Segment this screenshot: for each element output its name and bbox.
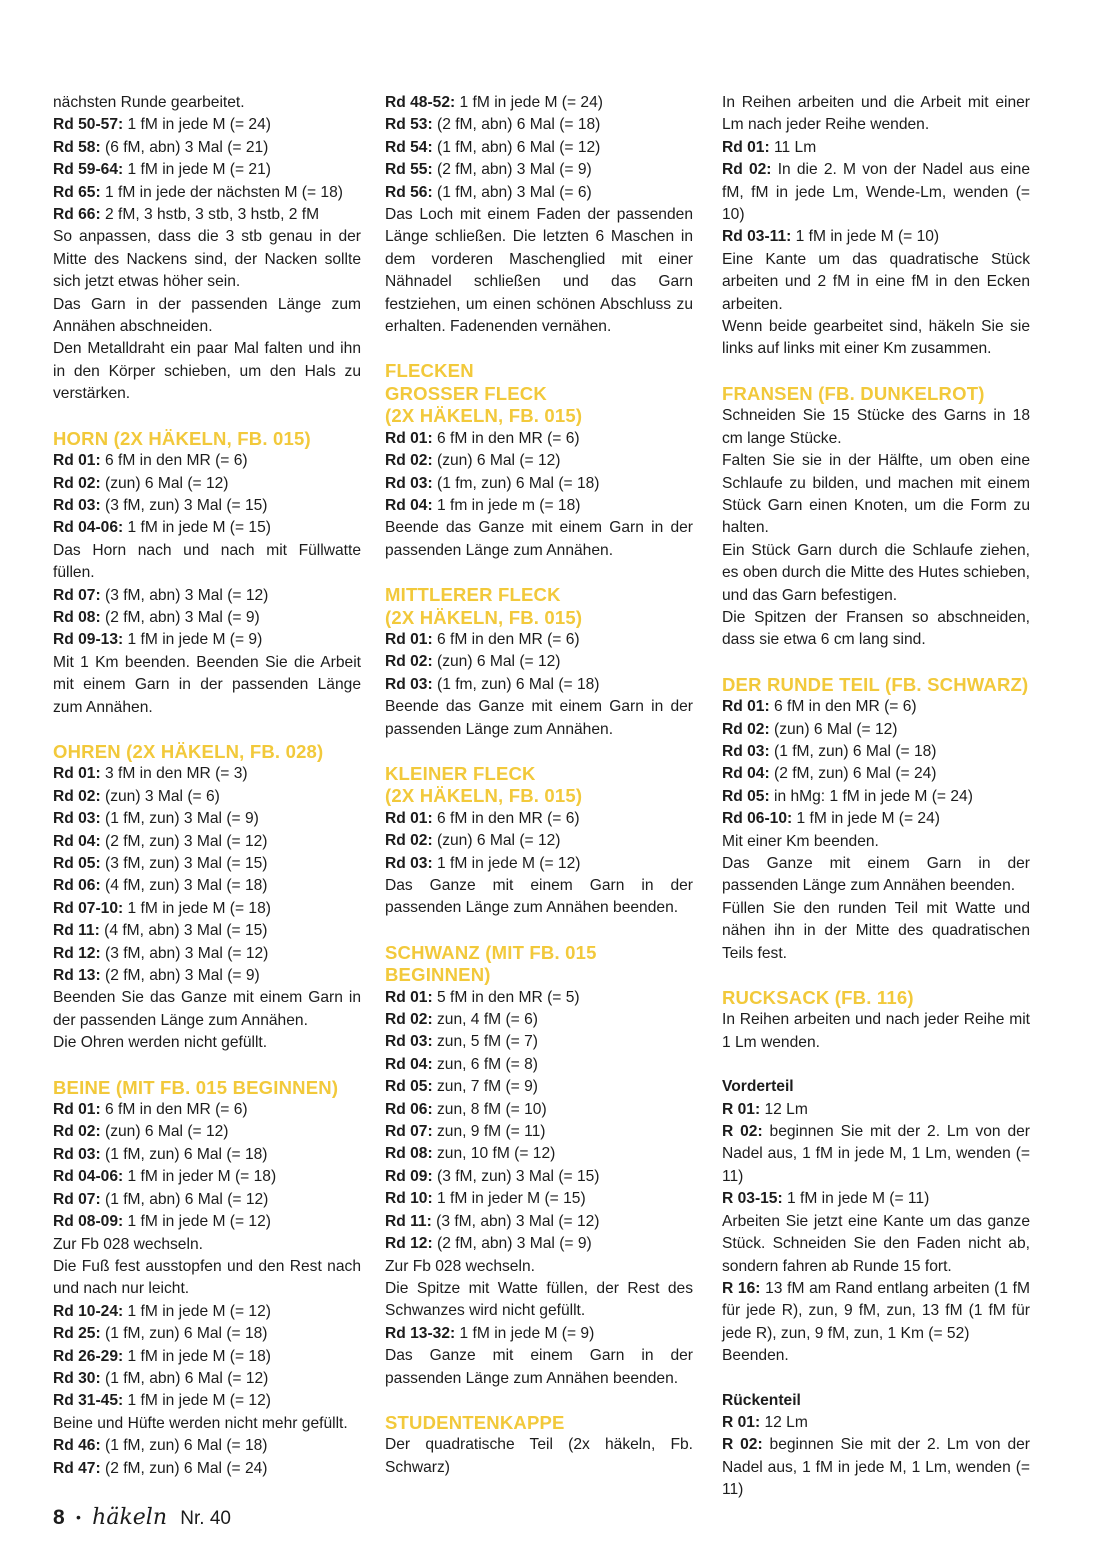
round-row: R 01: 12 Lm [722,1100,808,1118]
round-row: Rd 55: (2 fM, abn) 3 Mal (= 9) [385,161,592,179]
round-row: Rd 06: (4 fM, zun) 3 Mal (= 18) [53,877,268,895]
round-row: R 02: beginnen Sie mit der 2. Lm von der Nadel aus, 1 fM in jede M, 1 Lm, wenden (= 11) [722,1123,1030,1185]
section-subheading: (2X HÄKELN, FB. 015) [385,606,583,628]
paragraph: Die Ohren werden nicht gefüllt. [53,1034,268,1052]
section-subheading: GROSSER FLECK [385,382,547,404]
round-row: Rd 01: 3 fM in den MR (= 3) [53,765,248,783]
section-rucksack [722,987,1030,1502]
round-row: Rd 01: 6 fM in den MR (= 6) [722,698,917,716]
section-schwanz [385,942,693,1390]
section-body-top [722,92,1030,361]
subsection-heading-vorderteil: Vorderteil [722,1078,794,1096]
column-3 [722,92,1030,1502]
paragraph: Wenn beide gearbeitet sind, häkeln Sie sie links auf links mit einer Km zusammen. [722,318,1030,358]
section-ohren [53,741,361,1055]
round-row: Rd 03: 1 fM in jede M (= 12) [385,854,581,872]
round-row: Rd 48-52: 1 fM in jede M (= 24) [385,94,603,111]
round-row: Rd 04: (2 fM, zun) 3 Mal (= 12) [53,832,268,850]
round-row: Rd 02: (zun) 3 Mal (= 6) [53,787,220,805]
section-heading: OHREN (2X HÄKELN, FB. 028) [53,740,324,762]
paragraph: Arbeiten Sie jetzt eine Kante um das ganze Stück. Schneiden Sie den Faden nicht ab, sondern fahren ab Runde 15 fort. [722,1212,1030,1275]
round-row: Rd 01: 6 fM in den MR (= 6) [53,1101,248,1119]
column-2 [385,92,693,1479]
round-row: Rd 54: (1 fM, abn) 6 Mal (= 12) [385,138,601,156]
round-row: Rd 03: zun, 5 fM (= 7) [385,1033,538,1051]
paragraph: Das Horn nach und nach mit Füllwatte füllen. [53,541,361,582]
round-row: Rd 03-11: 1 fM in jede M (= 10) [722,228,940,246]
section-heading: MITTLERER FLECK [385,584,561,606]
round-row: Rd 31-45: 1 fM in jede M (= 12) [53,1392,271,1410]
round-row: Rd 06-10: 1 fM in jede M (= 24) [722,810,940,828]
section-subheading: (2X HÄKELN, FB. 015) [385,785,583,807]
round-row: Rd 05: zun, 7 fM (= 9) [385,1078,538,1096]
round-row: Rd 07: zun, 9 fM (= 11) [385,1123,546,1141]
section-heading: SCHWANZ (MIT FB. 015 [385,941,597,963]
round-row: Rd 03: (1 fm, zun) 6 Mal (= 18) [385,474,600,492]
round-row: Rd 26-29: 1 fM in jede M (= 18) [53,1347,271,1365]
paragraph: Die Spitze mit Watte füllen, der Rest des Schwanzes wird nicht gefüllt. [385,1279,693,1320]
paragraph: Das Garn in der passenden Länge zum Annähen abschneiden. [53,295,361,336]
round-row: Rd 04: (2 fM, zun) 6 Mal (= 24) [722,765,937,783]
round-row: Rd 04: zun, 6 fM (= 8) [385,1055,538,1073]
round-row: Rd 12: (3 fM, abn) 3 Mal (= 12) [53,944,269,962]
round-row: Rd 12: (2 fM, abn) 3 Mal (= 9) [385,1235,592,1253]
round-row: Rd 02: (zun) 6 Mal (= 12) [53,1123,229,1141]
section-heading: RUCKSACK (FB. 116) [722,987,914,1009]
section-beine [53,1077,361,1480]
section-heading: BEINE (MIT FB. 015 BEGINNEN) [53,1076,339,1098]
round-row: Rd 07-10: 1 fM in jede M (= 18) [53,899,271,917]
round-row: Rd 53: (2 fM, abn) 6 Mal (= 18) [385,116,601,134]
paragraph: Beenden Sie das Ganze mit einem Garn in der passenden Länge zum Annähen. [53,989,361,1029]
section-heading: DER RUNDE TEIL (FB. SCHWARZ) [722,673,1029,695]
section-heading: FRANSEN (FB. DUNKELROT) [722,382,985,404]
paragraph: Beenden. [722,1347,789,1365]
section-body-top [385,92,693,338]
round-row: Rd 10: 1 fM in jeder M (= 15) [385,1190,586,1208]
round-row: Rd 02: (zun) 6 Mal (= 12) [53,474,229,492]
round-row: Rd 46: (1 fM, zun) 6 Mal (= 18) [53,1437,268,1455]
paragraph: Der quadratische Teil (2x häkeln, Fb. Schwarz) [385,1436,693,1476]
round-row: Rd 65: 1 fM in jede der nächsten M (= 18) [53,183,343,201]
paragraph: Das Ganze mit einem Garn in der passenden Länge zum Annähen beenden. [385,1347,693,1387]
round-row: Rd 04-06: 1 fM in jede M (= 15) [53,519,271,537]
paragraph: Die Fuß fest ausstopfen und den Rest nach und nach nur leicht. [53,1257,361,1298]
section-heading: KLEINER FLECK [385,762,536,784]
paragraph: Beende das Ganze mit einem Garn in der passenden Länge zum Annähen. [385,698,693,738]
round-row: Rd 02: (zun) 6 Mal (= 12) [385,452,561,470]
round-row: Rd 04-06: 1 fM in jeder M (= 18) [53,1168,277,1186]
paragraph: Die Spitzen der Fransen so abschneiden, dass sie etwa 6 cm lang sind. [722,608,1030,649]
round-row: Rd 06: zun, 8 fM (= 10) [385,1100,547,1118]
round-row: Rd 01: 11 Lm [722,138,817,156]
section-heading: BEGINNEN) [385,964,491,986]
round-row: Rd 08: (2 fM, abn) 3 Mal (= 9) [53,608,260,626]
paragraph: Schneiden Sie 15 Stücke des Garns in 18 cm lange Stücke. [722,407,1030,447]
round-row: R 02: beginnen Sie mit der 2. Lm von der Nadel aus, 1 fM in jede M, 1 Lm, wenden (= 11) [722,1436,1030,1499]
paragraph: Das Ganze mit einem Garn in der passenden Länge zum Annähen beenden. [722,855,1030,895]
round-row: Rd 02: (zun) 6 Mal (= 12) [722,720,898,738]
section-heading: FLECKEN [385,360,474,382]
round-row: Rd 59-64: 1 fM in jede M (= 21) [53,161,271,179]
section-grosser-fleck [385,360,693,562]
paragraph: Den Metalldraht ein paar Mal falten und ihn in den Körper schieben, um den Hals zu verstärken. [53,340,361,403]
section-heading: STUDENTENKAPPE [385,1411,565,1433]
paragraph: In Reihen arbeiten und nach jeder Reihe mit 1 Lm wenden. [722,1011,1030,1051]
paragraph: Füllen Sie den runden Teil mit Watte und nähen ihn in der Mitte des quadratischen Teils fest. [722,899,1030,962]
paragraph: Mit einer Km beenden. [722,832,879,850]
round-row: Rd 58: (6 fM, abn) 3 Mal (= 21) [53,138,269,156]
round-row: Rd 07: (1 fM, abn) 6 Mal (= 12) [53,1190,269,1208]
round-row: Rd 05: in hMg: 1 fM in jede M (= 24) [722,787,973,805]
paragraph: nächsten Runde gearbeitet. [53,94,245,111]
round-row: Rd 03: (1 fM, zun) 3 Mal (= 9) [53,810,259,828]
section-fransen [722,383,1030,652]
paragraph: Zur Fb 028 wechseln. [385,1257,535,1275]
round-row: Rd 08-09: 1 fM in jede M (= 12) [53,1213,271,1231]
section-horn [53,428,361,719]
paragraph: In Reihen arbeiten und die Arbeit mit einer Lm nach jeder Reihe wenden. [722,94,1030,134]
section-mittlerer-fleck [385,584,693,741]
subsection-heading-rueckenteil: Rückenteil [722,1391,801,1409]
round-row: Rd 01: 6 fM in den MR (= 6) [385,429,580,447]
paragraph: Falten Sie sie in der Hälfte, um oben eine Schlaufe zu bilden, und machen mit einem Stück Garn einen Knoten, um die Form zu halten. [722,452,1030,537]
paragraph: Eine Kante um das quadratische Stück arbeiten und 2 fM in eine fM in den Ecken arbeiten. [722,250,1030,313]
round-row: Rd 01: 5 fM in den MR (= 5) [385,988,580,1006]
round-row: Rd 09-13: 1 fM in jede M (= 9) [53,631,263,649]
round-row: R 01: 12 Lm [722,1413,808,1431]
round-row: Rd 01: 6 fM in den MR (= 6) [53,452,248,470]
bullet-separator: • [75,1509,81,1525]
round-row: Rd 03: (1 fm, zun) 6 Mal (= 18) [385,675,600,693]
round-row: Rd 66: 2 fM, 3 hstb, 3 stb, 3 hstb, 2 fM [53,206,320,224]
round-row: R 16: 13 fM am Rand entlang arbeiten (1 fM für jede R), zun, 9 fM, zun, 13 fM (1 fM für jede R), zun, 9 fM, zun, 1 Km (= 52) [722,1279,1030,1342]
section-subheading: (2X HÄKELN, FB. 015) [385,405,583,427]
page-footer [53,1505,231,1531]
paragraph: So anpassen, dass die 3 stb genau in der Mitte des Nackens sind, der Nacken sollte sich jetzt etwas höher sein. [53,228,361,291]
round-row: Rd 13: (2 fM, abn) 3 Mal (= 9) [53,967,260,985]
round-row: Rd 08: zun, 10 fM (= 12) [385,1145,556,1163]
round-row: Rd 02: (zun) 6 Mal (= 12) [385,832,561,850]
round-row: Rd 01: 6 fM in den MR (= 6) [385,809,580,827]
round-row: Rd 02: In die 2. M von der Nadel aus eine fM, fM in jede Lm, Wende-Lm, wenden (= 10) [722,161,1030,224]
paragraph: Zur Fb 028 wechseln. [53,1235,203,1253]
issue-number: Nr. 40 [180,1508,231,1529]
round-row: Rd 10-24: 1 fM in jede M (= 12) [53,1302,271,1320]
round-row: Rd 02: zun, 4 fM (= 6) [385,1011,538,1029]
round-row: Rd 03: (3 fM, zun) 3 Mal (= 15) [53,496,268,514]
paragraph: Das Loch mit einem Faden der passenden Länge schließen. Die letzten 6 Maschen in dem vorderen Maschenglied mit einer Nähnadel schließen und das Garn festziehen, um einen schönen Abschluss zu erhalten. Fadenenden vernähen. [385,206,693,336]
round-row: Rd 25: (1 fM, zun) 6 Mal (= 18) [53,1325,268,1343]
round-row: Rd 09: (3 fM, zun) 3 Mal (= 15) [385,1167,600,1185]
page-number: 8 [53,1506,65,1529]
section-kleiner-fleck [385,763,693,920]
round-row: Rd 02: (zun) 6 Mal (= 12) [385,653,561,671]
paragraph: Beine und Hüfte werden nicht mehr gefüllt. [53,1414,348,1432]
paragraph: Das Ganze mit einem Garn in der passenden Länge zum Annähen beenden. [385,877,693,917]
magazine-logo: häkeln [92,1505,167,1530]
round-row: Rd 11: (4 fM, abn) 3 Mal (= 15) [53,922,268,940]
round-row: Rd 07: (3 fM, abn) 3 Mal (= 12) [53,586,269,604]
round-row: Rd 50-57: 1 fM in jede M (= 24) [53,116,271,134]
round-row: Rd 01: 6 fM in den MR (= 6) [385,630,580,648]
section-runde-teil [722,674,1030,965]
section-body-top [53,92,361,406]
column-1 [53,92,361,1480]
paragraph: Beende das Ganze mit einem Garn in der passenden Länge zum Annähen. [385,519,693,559]
section-studentenkappe [385,1412,693,1479]
paragraph: Mit 1 Km beenden. Beenden Sie die Arbeit mit einem Garn in der passenden Länge zum Annähen. [53,653,361,716]
round-row: R 03-15: 1 fM in jede M (= 11) [722,1190,930,1208]
round-row: Rd 05: (3 fM, zun) 3 Mal (= 15) [53,855,268,872]
section-heading: HORN (2X HÄKELN, FB. 015) [53,427,311,449]
round-row: Rd 04: 1 fm in jede m (= 18) [385,496,581,514]
paragraph: Ein Stück Garn durch die Schlaufe ziehen, es oben durch die Mitte des Hutes schieben, und das Garn befestigen. [722,541,1030,604]
round-row: Rd 11: (3 fM, abn) 3 Mal (= 12) [385,1212,600,1230]
round-row: Rd 30: (1 fM, abn) 6 Mal (= 12) [53,1369,269,1387]
round-row: Rd 03: (1 fM, zun) 6 Mal (= 18) [722,742,937,760]
round-row: Rd 47: (2 fM, zun) 6 Mal (= 24) [53,1459,268,1477]
round-row: Rd 13-32: 1 fM in jede M (= 9) [385,1324,595,1342]
round-row: Rd 03: (1 fM, zun) 6 Mal (= 18) [53,1145,268,1163]
round-row: Rd 56: (1 fM, abn) 3 Mal (= 6) [385,183,592,201]
